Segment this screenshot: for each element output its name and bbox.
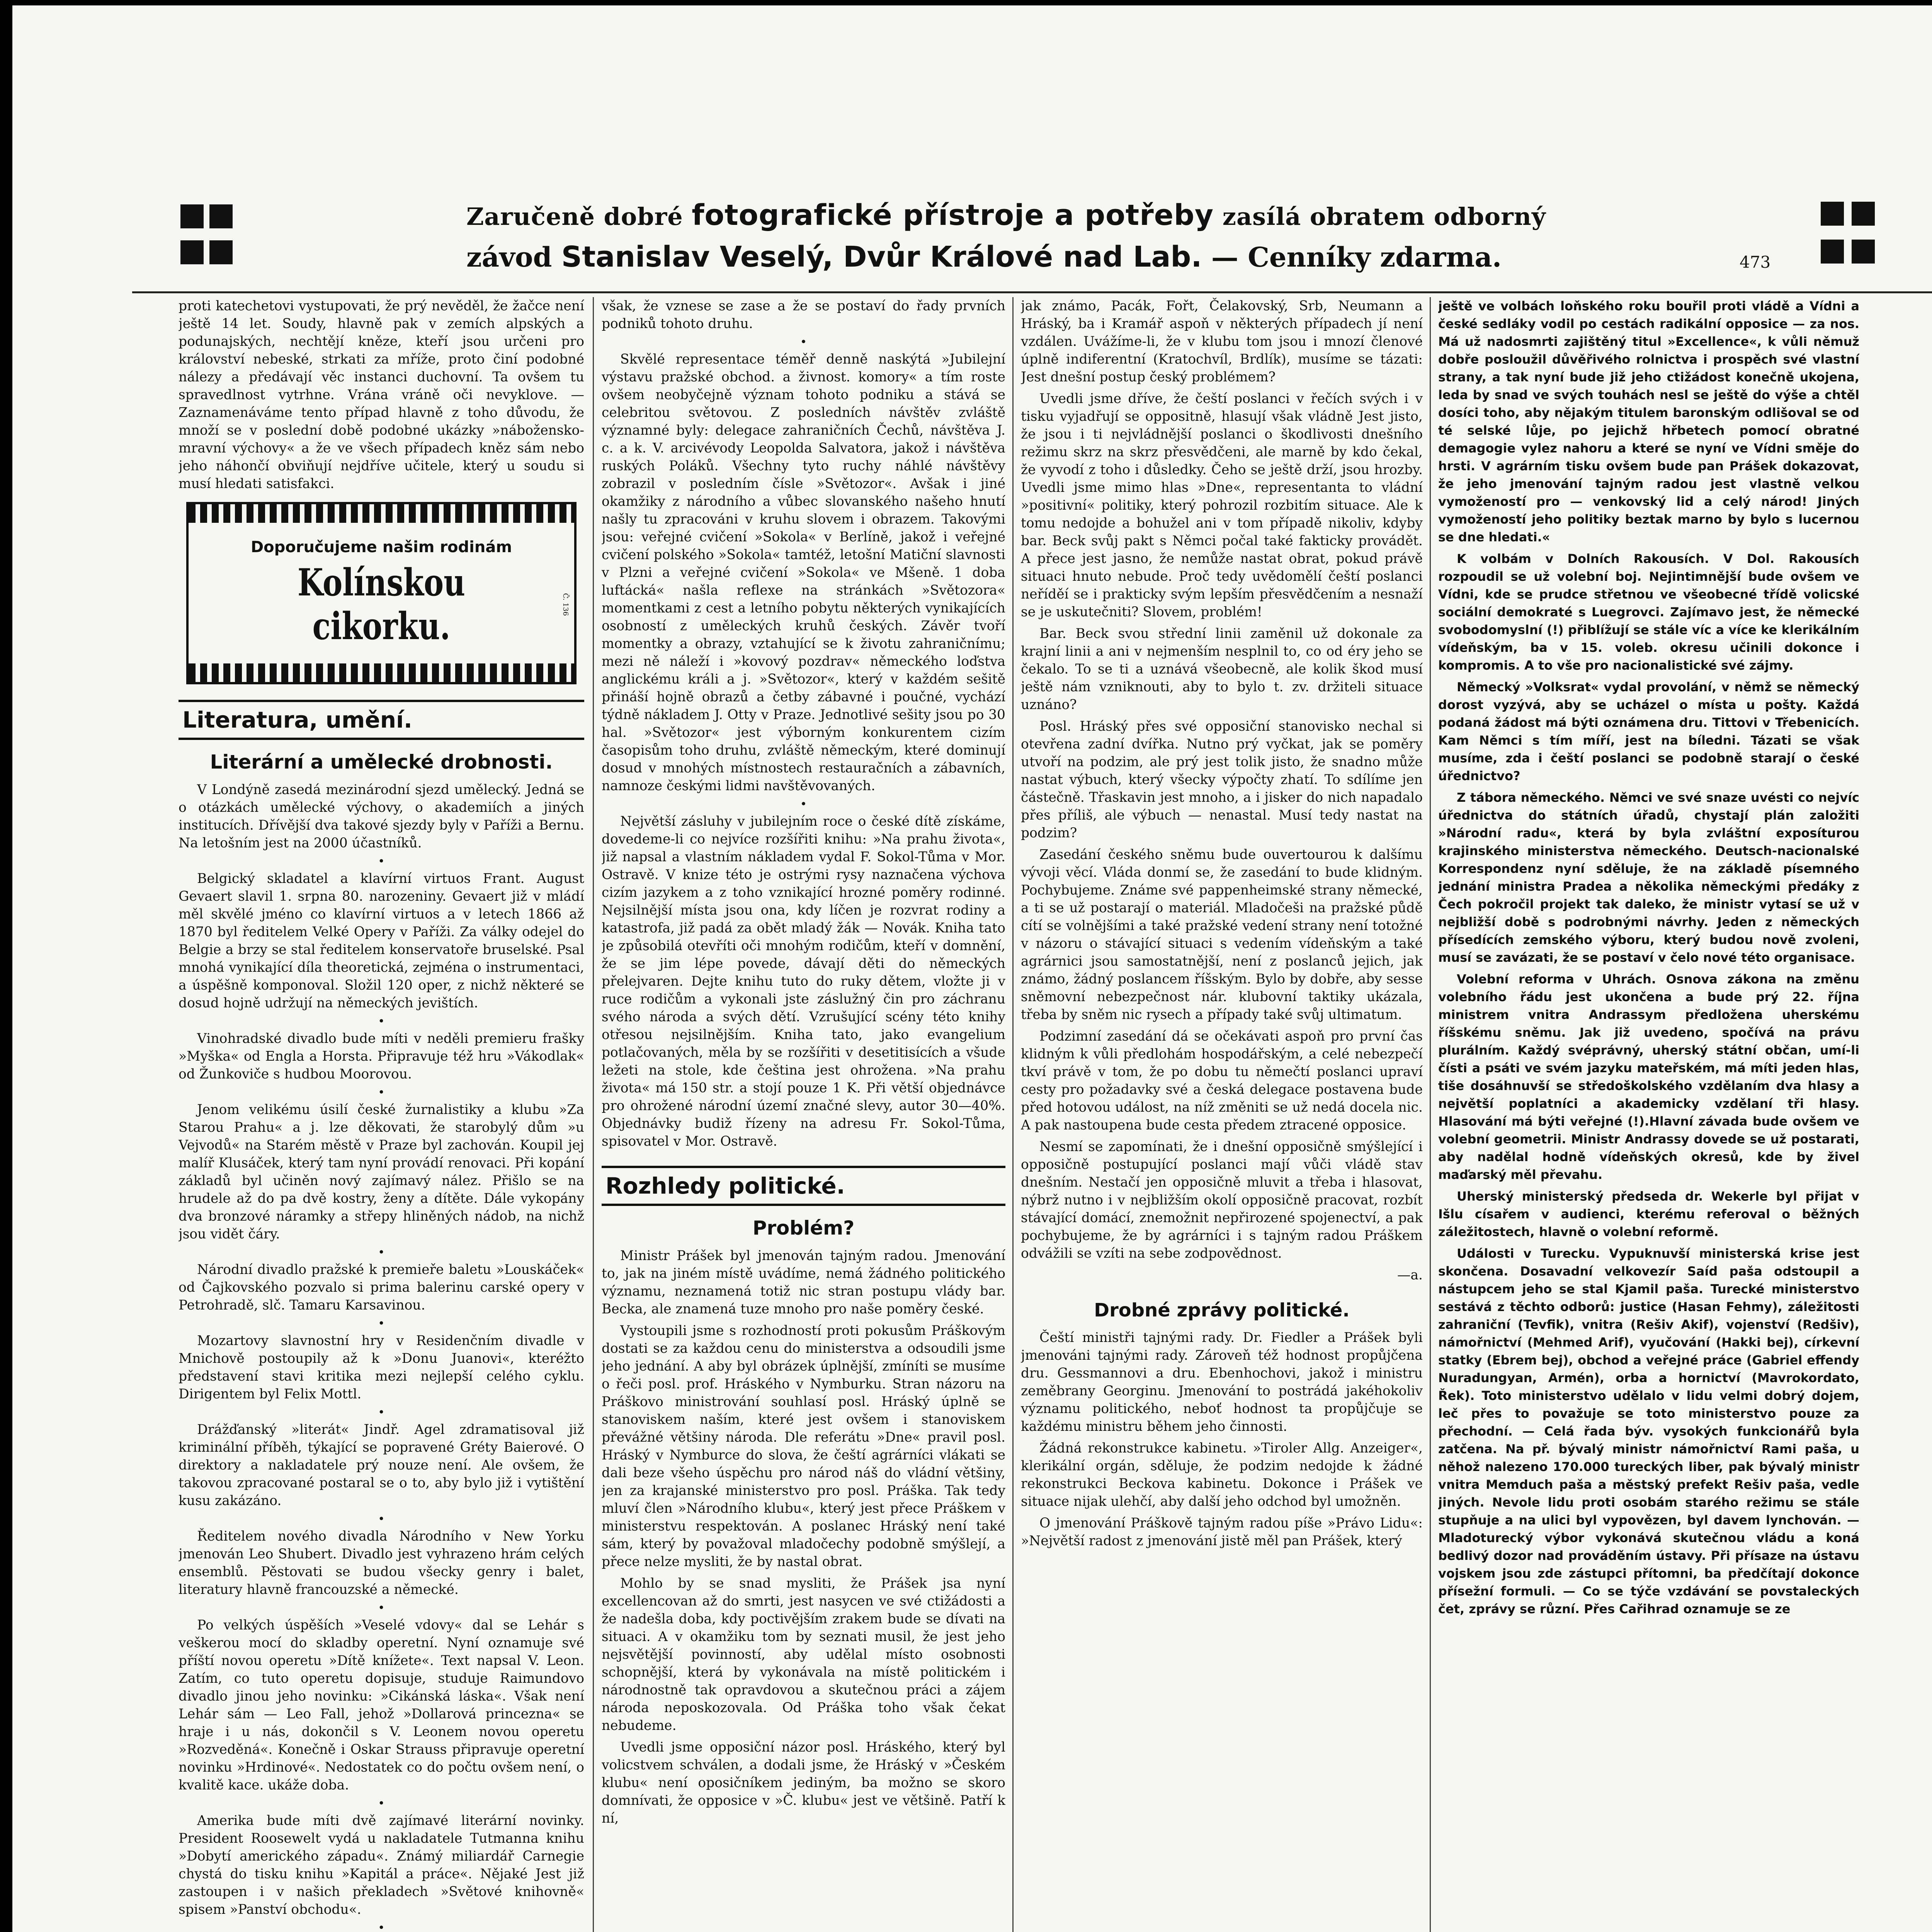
column-2 bbox=[602, 297, 1005, 1932]
col4-paragraph-6: Uherský ministerský předseda dr. Wekerle byl přijat v Išlu císařem v audienci, kterému referoval o běžných záležitostech, hlavně o volební reformě. bbox=[1438, 1189, 1859, 1239]
advertisement-box bbox=[186, 502, 577, 684]
article-title-drobne-zpravy: Drobné zprávy politické. bbox=[1094, 1299, 1350, 1321]
col1-paragraph-1: proti katechetovi vystupovati, že prý nevěděl, že žačce není ještě 14 let. Soudy, hlavně pak v zemích alpských a podunajských, nechtějí kněze, kteří jsou určeni pro království nebeské, strkati za mříže, proto činí podobné nálezy a předávají věc instanci duchovní. Ta ovšem tu spravedlnost vytrhne. Vrána vráně oči nevyklove. — Zaznamenáváme tento případ hlavně z toho důvodu, že množí se v poslední době podobné ukázky »nábožensko-mravní výchovy« a že ve všech případech kněz sám nebo jeho náhončí obviňují nejdříve učitele, který u soudu si musí hledati satisfakci. bbox=[179, 298, 584, 492]
col3-paragraph-1: jak známo, Pacák, Fořt, Čelakovský, Srb, Neumann a Hráský, ba i Kramář aspoň v některých případech jí není vzdálen. Uvážíme-li, že v klubu tom jsou i mnozí členové úplně indiferentní (Kratochvíl, Brdlík), musíme se tázati: Jest dnešní postup český problémem? bbox=[1021, 298, 1423, 385]
ad-border-strip-bottom bbox=[189, 663, 574, 682]
col3-paragraph-2: Uvedli jsme dříve, že čeští poslanci v řečích svých i v tisku vyjadřují se oppositně, hlasují však vládně Jest jisto, že jsou i ti nejvládnější poslanci o škodlivosti dnešního režimu skrz na skrz přesvědčeni, ale marně by kdo čekal, že vyvodí z toho i důsledky. Čeho se ještě drží, jsou hrozby. Uvedli jsme mimo hlas »Dne«, representanta to vládní »positivní« politiky, který pohrozil rozbitím situace. Ale k tomu nedojde a bohužel ani v tom případě nikoliv, kdyby bar. Beck svůj pakt s Němci počal také fakticky provádět. A přece jest jasno, že nemůže nastat obrat, pokud právě situaci hnuto nebude. Proč tedy uvědomělí čeští poslanci neříděí se i prakticky svým lepším přesvědčením a nesnaží se je uskutečniti? Slovem, problém! bbox=[1021, 391, 1423, 620]
separator-star: • bbox=[378, 1406, 385, 1419]
separator-star: • bbox=[378, 1015, 385, 1028]
col2-paragraph-4: Ministr Prášek byl jmenován tajným radou. Jmenování to, jak na jiném místě uvádíme, nemá žádného politického významu, neznamená totiž nic stran postupu vlády bar. Becka, ale znamená tuze mnoho pro naše poměry české. bbox=[602, 1248, 1005, 1317]
col4-paragraph-3: Německý »Volksrat« vydal provolání, v němž se německý dorost vyzývá, aby se ucházel o místa u pošty. Každá podaná žádost má býti oznámena dru. Tittovi v Třebenicích. Kam Němci s tím míří, jest na bíledni. Tázati se však musíme, zda i čeští poslanci se podobně starají o české úřednictvo? bbox=[1438, 680, 1859, 783]
ad-side-text: Č. 136 bbox=[561, 593, 570, 616]
col4-paragraph-7: Události v Turecku. Vypuknuvší ministerská krise jest skončena. Dosavadní velkovezír Saíd paša odstoupil a nástupcem jeho se stal Kjamil paša. Turecké ministerstvo sestává z těchto odborů: justice (Hasan Fehmy), záležitosti zahraniční (Tevfik), vnitra (Rešiv Akif), vojenství (Redšiv), námořnictví (Mehmed Arif), vyučování (Hakki bej), církevní statky (Ebrem bej), obchod a veřejné práce (Gabriel effendy Nuradungyan, Armén), orba a hornictví (Mavrokordato, Řek). Toto ministerstvo udělalo v lidu velmi dobrý dojem, leč přes to považuje se toto ministerstvo pouze za přechodní. — Celá řada býv. vysokých funkcionářů byla zatčena. Na př. bývalý ministr námořnictví Rami paša, u něhož nalezeno 170.000 tureckých liber, pak bývalý ministr vnitra Memduch paša a městský prefekt Rešiv paša, vedle jiných. Nevole lidu proti osobám starého režimu se stále stupňuje a na ulici byl vypovězen, byl davem lynchován. — Mladoturecký výbor vykonává skutečnou vládu a koná bedlivý dozor nad prováděním ústavy. Při přísaze na ústavu vojskem jsou zde zástupci přítomni, ba předčítají dokonce přísežní formuli. — Co se týče vzdávání se povstaleckých čet, zprávy se různí. Přes Cařihrad oznamuje se ze bbox=[1438, 1246, 1859, 1616]
col4-paragraph-2: K volbám v Dolních Rakousích. V Dol. Rakousích rozpoudil se už volební boj. Nejintimnější bude ovšem ve Vídni, kde se prudce střetnou ve všeobecné třídě volicské sociální demokraté s Luegrovci. Zajímavo jest, že německé svobodomyslní (!) přiblížují se stále víc a více ke klerikálním vídeňským, ba v 15. voleb. okresu učinili dokonce i kompromis. A to vše pro nacionalistické své zájmy. bbox=[1438, 551, 1859, 673]
separator-star: • bbox=[378, 1086, 385, 1099]
page-number: 473 bbox=[1740, 253, 1771, 272]
separator-star: • bbox=[378, 855, 385, 868]
col2-paragraph-6: Mohlo by se snad mysliti, že Prášek jsa nyní excellencovan až do smrti, jest nasycen ve své ctižádosti a že nadešla doba, kdy poctivějším zrakem bude se dívati na situaci. A v okamžiku tom by seznati musil, že jest jeho nejsvětější povinností, aby udělal místo osobnosti schopnější, která by vykonávala na místě politickém i národnostně tak opravdovou a skutečnou práci a zájem národa neposkozovala. Od Práška toho však čekat nebudeme. bbox=[602, 1576, 1005, 1733]
separator-star: • bbox=[378, 1512, 385, 1526]
separator-star: • bbox=[378, 1317, 385, 1330]
header-line1-b: fotografické přístroje a potřeby bbox=[692, 199, 1214, 232]
col1-paragraph-6: Národní divadlo pražské k premieře baletu »Louskáček« od Čajkovského pozvalo si prima balerinu carské opery v Petrohradě, slč. Tamaru Karsavinou. bbox=[179, 1262, 584, 1313]
column-3 bbox=[1021, 297, 1423, 1932]
col1-paragraph-10: Po velkých úspěších »Veselé vdovy« dal se Lehár s veškerou mocí do skladby operetní. Nyní oznamuje své příští novou operetu »Dítě knížete«. Text napsal V. Leon. Zatím, co tuto operetu dopisuje, studuje Raimundovo divadlo jinou jeho novinku: »Cikánská láska«. Však není Lehár sám — Leo Fall, jehož »Dollarová princezna« se hraje i u nás, dokončil s V. Leonem novou operetu »Rozveděná«. Konečně i Oskar Strauss připravuje operetní novinku »Hrdinové«. Nedostatek co do počtu ovšem není, o kvalitě kace. ukáže doba. bbox=[179, 1617, 584, 1793]
col1-paragraph-3: Belgický skladatel a klavírní virtuos Frant. August Gevaert slavil 1. srpna 80. narozeniny. Gevaert již v mládí měl skvělé jméno co klavírní virtuos a v letech 1866 až 1870 byl ředitelem Velké Opery v Paříži. Za války odejel do Belgie a brzy se stal ředitelem konservatoře bruselské. Psal mnohá vynikající díla theoretická, zejména o instrumentaci, a úspěšně komponoval. Složil 120 oper, z nichž některé se dosud hojně udržují na německých jevištích. bbox=[179, 871, 584, 1011]
subheading-literarni-drobnosti: Literární a umělecké drobnosti. bbox=[210, 751, 553, 773]
col1-paragraph-2: V Londýně zasedá mezinárodní sjezd umělecký. Jedná se o otázkách umělecké výchovy, o akademiích a jiných institucích. Dřívější dva takové sjezdy byly v Paříži a Bernu. Na letošním jest na 2000 účastníků. bbox=[179, 782, 584, 851]
header-block-left-bottom-2 bbox=[209, 240, 233, 264]
header-line2-b: Stanislav Veselý, Dvůr Králové nad Lab. bbox=[561, 240, 1202, 274]
header-block-right-bottom-1 bbox=[1821, 240, 1844, 264]
newspaper-page bbox=[12, 5, 1932, 1932]
header-rule bbox=[132, 291, 1932, 293]
header-block-right-bottom-2 bbox=[1852, 240, 1875, 264]
separator-star: • bbox=[378, 1797, 385, 1810]
header-line-1 bbox=[466, 199, 1546, 232]
col2-paragraph-7: Uvedli jsme opposiční názor posl. Hráského, který byl volicstvem schválen, a dodali jsme, že Hráský v »Českém klubu« není oposičníkem jediným, ba možno se skoro domnívati, že opposice v »Č. klubu« jest ve většině. Patří k ní, bbox=[602, 1740, 1005, 1826]
col3-paragraph-7: Nesmí se zapomínati, že i dnešní opposičně smýšlející i opposičně postupující poslanci mají vůči vládě stav dnešním. Nestačí jen opposičně mluvit a třeba i hlasovat, nýbrž nutno i v nejbližším okolí opposičně pracovat, rozbít stávající domácí, znemožnit nepřirozené spojenectví, a pak pochybujeme, že by agrárníci i s tajným radou Práškem odvážili se vzíti na sebe zodpovědnost. bbox=[1021, 1139, 1423, 1261]
header-block-left-top-2 bbox=[209, 204, 233, 228]
article-title-problem: Problém? bbox=[752, 1217, 855, 1239]
header-line2-c: — Cenníky zdarma. bbox=[1211, 241, 1502, 273]
header-line1-c: zasílá obratem odborný bbox=[1222, 202, 1546, 231]
col1-paragraph-4: Vinohradské divadlo bude míti v neděli premieru frašky »Myška« od Engla a Horsta. Připravuje též hru »Vákodlak« od Žunkoviče s hudbou Moorovou. bbox=[179, 1031, 584, 1082]
column-rule-1 bbox=[593, 297, 594, 1932]
col3-signature: —a. bbox=[1397, 1267, 1423, 1283]
ad-border-strip-top bbox=[189, 504, 574, 523]
separator-star: • bbox=[378, 1246, 385, 1259]
col1-paragraph-9: Ředitelem nového divadla Národního v New Yorku jmenován Leo Shubert. Divadlo jest vyhrazeno hrám celých ensemblů. Pěstovati se budou všecky genry i balet, literatury hlavně francouzské a německé. bbox=[179, 1529, 584, 1597]
col3-paragraph-5: Zasedání českého sněmu bude ouvertourou k dalšímu vývoji věcí. Vláda donmí se, že zasedání to bude klidným. Pochybujeme. Známe své pappenheimské strany německé, a ti se už postarají o materiál. Mladočeši na pražské půdě cítí se volnějšími a také pražské vedení strany není totožné v názoru o stávající situaci s vedením vídeňským a také agrárnici jsou samostatnější, není z poslanců jejich, jak známo, žádný poslancem říšským. Bylo by dobře, aby sesse sněmovní nebezpečnost nár. klubovní taktiky ukázala, třeba by sněm nic rysech a případy také svůj ultimatum. bbox=[1021, 847, 1423, 1022]
col3-paragraph-6: Podzimní zasedání dá se očekávati aspoň pro první čas klidným k vůli předlohám hospodářským, a celé nebezpečí tkví právě v tom, že po dobu tu němečtí poslanci upraví cesty pro požadavky své a česká delegace postavena bude před hotovou událost, na níž změniti se už nedá docela nic. A pak nastoupena bude cesta předem ztracené opposice. bbox=[1021, 1029, 1423, 1133]
header-block-left-top-1 bbox=[180, 204, 204, 228]
col2-paragraph-1: však, že vznese se zase a že se postaví do řady prvních podniků tohoto druhu. bbox=[602, 298, 1005, 332]
col4-paragraph-5: Volební reforma v Uhrách. Osnova zákona na změnu volebního řádu jest ukončena a bude prý 22. října ministrem vnitra Andrassym předložena uherskému říšskému sněmu. Jak již uvedeno, spočívá na právu plurálním. Každý svéprávný, uherský státní občan, umí-li čísti a psáti ve svém jazyku mateřském, má míti jeden hlas, tiše dosáhnuvší se středoškolského vzdělaním dva hlasy a největší poplatníci a akademicky vzdělaní tři hlasy. Hlasování má býti veřejné (!).Hlavní závada bude ovšem ve volební geometrii. Ministr Andrassy dovede se už postarati, aby nadělal hodně vídeňských okresů, kde by živel maďarský měl převahu. bbox=[1438, 972, 1859, 1182]
col3-paragraph-3: Bar. Beck svou střední linii zaměnil už dokonale za krajní linii a ani v nejmenším nesplnil to, co od éry jeho se čekalo. To se ti a uznává všeobecně, ale kolik škod musí ještě nám vzniknouti, aby to bylo t. zv. držiteli situace uznáno? bbox=[1021, 626, 1423, 713]
col3-paragraph-8: Čeští ministři tajnými rady. Dr. Fiedler a Prášek byli jmenováni tajnými rady. Zároveň též hodnost propůjčena dru. Gessmannovi a dru. Ebenhochovi, jakož i ministru zeměbrany Georginu. Jmenování to postrádá jakéhokoliv významu politického, neboť hodnost ta propůjčuje se každému ministru během jeho činnosti. bbox=[1021, 1330, 1423, 1434]
header-line1-a: Zaručeně dobré bbox=[466, 202, 683, 231]
col1-paragraph-7: Mozartovy slavnostní hry v Residenčním divadle v Mnichově postoupily až k »Donu Juanovi«, kteréžto představení stavi kritika mezi nejlepší celého cyklu. Dirigentem byl Felix Mottl. bbox=[179, 1333, 584, 1402]
column-1 bbox=[179, 297, 584, 1932]
ad-line-1: Doporučujeme našim rodinám bbox=[250, 538, 512, 556]
col3-paragraph-4: Posl. Hráský přes své opposiční stanovisko nechal si otevřena zadní dvířka. Nutno prý vyčkat, jak se poměry utvoří na podzim, ale prý jest tolik jisto, že snadno může nastat výbuch, který všecky výpočty zhatí. To sdílíme jen částečně. Třaskavin jest mnoho, a i jisker do nich napadalo přes příliš, ale výbuch — nenastal. Musí tedy nastat na podzim? bbox=[1021, 719, 1423, 841]
column-rule-3 bbox=[1430, 297, 1431, 1932]
col3-paragraph-9: Žádná rekonstrukce kabinetu. »Tiroler Allg. Anzeiger«, klerikální orgán, sděluje, že podzim nedojde k žádné rekonstrukci Beckova kabinetu. Dokonce i Prášek ve situace nijak ulehčí, aby další jeho odchod byl umožněn. bbox=[1021, 1440, 1423, 1509]
col2-paragraph-5: Vystoupili jsme s rozhodností proti pokusům Práškovým dostati se za každou cenu do ministerstva a odsoudili jsme jeho jednání. A aby byl obrázek úplnější, zmíníti se musíme o řeči posl. prof. Hráského v Nymburku. Stran názoru na Práškovo ministrování souhlasí posl. Hráský úplně se stanoviskem naším, které jest ovšem i stanoviskem převážné většiny národa. Dle referátu »Dne« pravil posl. Hráský v Nymburce do slova, že čeští agrárníci vlákati se dali beze všeho úspěchu pro národ náš do vládní většiny, jen za krajanské ministerstvo pro posl. Práška. Tak tedy mluví člen »Národního klubu«, který jest přece Práškem v ministerstvu respektován. A poslanec Hráský není také sám, který by považoval mladočechy podobně smýšlejí, a přece nelze mysliti, že by nastal obrat. bbox=[602, 1323, 1005, 1570]
col1-paragraph-11: Amerika bude míti dvě zajímavé literární novinky. President Roosewelt vydá u nakladatele Tutmanna knihu »Dobytí amerického západu«. Známý miliardář Carnegie chystá do tisku knihu »Kapitál a práce«. Nějaké Jest již zastoupen i v našich překladech »Světové knihovně« spisem »Panství obchodu«. bbox=[179, 1813, 584, 1917]
header-line2-a: závod bbox=[466, 241, 552, 273]
col1-paragraph-5: Jenom velikému úsilí české žurnalistiky a klubu »Za Starou Prahu« a j. lze děkovati, že starobylý dům »u Vejvodů« na Starém městě v Praze byl zachován. Koupil jej malíř Klusáček, který tam nyní provádí renovaci. Při kopání základů byl učiněn nový zajímavý nález. Přišlo se na hrudele až do pa dvě kostry, ženy a dítěte. Dále vykopány dva bronzové náramky a střepy hliněných nádob, na nichž jsou vidět čáry. bbox=[179, 1102, 584, 1242]
column-rule-2 bbox=[1012, 297, 1014, 1932]
column-4 bbox=[1438, 297, 1859, 1932]
section-heading-literatura: Literatura, umění. bbox=[179, 700, 584, 740]
col3-paragraph-10: O jmenování Práškově tajným radou píše »Právo Lidu«: »Největší radost z jmenování jistě měl pan Prášek, který bbox=[1021, 1515, 1423, 1549]
section-heading-rozhledy: Rozhledy politické. bbox=[602, 1166, 1005, 1206]
col4-paragraph-1: ještě ve volbách loňského roku bouřil proti vládě a Vídni a české sedláky vodil po cestách radikální opposice — za nos. Má už nadosmrti zajištěný titul »Excellence«, k vůli němuž dobře posloužil důvěřivého rolnictva i prospěch své vlastní strany, a tak nyní bude již jeho ctižádost konečně ukojena, leda by snad ve svých touhách nesl se ještě do výše a chtěl dosíci toho, aby nějakým titulem baronským odlišoval se od té selské lůje, po jejichž hřbetech pomocí obratné demagogie vylez nahoru a které se nyní ve Vídni směje do hrsti. V agrárním tisku ovšem bude pan Prášek dokazovat, že jeho jmenování tajným radou jest vlastně velkou vymožeností pro — venkovský lid a celý národ! Jiných vymožeností jeho politiky beztak marno by bylo s lucernou se dne hledati.« bbox=[1438, 299, 1859, 544]
separator-star: • bbox=[378, 1921, 385, 1932]
separator-star: • bbox=[800, 798, 807, 811]
col4-paragraph-4: Z tábora německého. Němci ve své snaze uvésti co nejvíc úřednictva do státních úřadů, chystají plán založiti »Národní radu«, která by byla zvláštní exposíturou krajinského ministerstva německého. Deutsch-nacionalské Korrespondenz nyní sděluje, že na základě písemného jednání ministra Pradea a několika německými předáky z Čech pokročil projekt tak daleko, že ministr vytasí se už v nejbližší době s podrobnými návrhy. Jeden z německých přísedících zemského výboru, který budou nově zvoleni, musí se zavázati, že se postaví v čelo nové této organisace. bbox=[1438, 790, 1859, 965]
col1-paragraph-8: Drážďanský »literát« Jindř. Agel zdramatisoval již kriminální příběh, týkající se popravené Gréty Baierové. O direktory a nakladatele prý nouze není. Ale ovšem, že takovou zpracované postaral se o to, aby bylo již i vytištění kusu zakázáno. bbox=[179, 1422, 584, 1509]
col2-paragraph-2: Skvělé representace téměř denně naskýtá »Jubilejní výstavu pražské obchod. a živnost. komory« a tím roste ovšem neobyčejně význam tohoto podniku a stává se celebritou světovou. Z posledních návštěv zvláště významné byly: delegace zahraničních Čechů, návštěva J. c. a k. V. arcivévody Leopolda Salvatora, jakož i návštěva ruských Poláků. Všechny tyto ruchy náhlé návštěvy zobrazil v posledním čísle »Světozor«. Avšak i jiné okamžiky z národního a vůbec slovanského našeho hnutí našly tu zpracováni v kruhu slovem i obrazem. Takovými jsou: veřejné cvičení »Sokola« v Berlíně, jakož i veřejné cvičení polského »Sokola« tamtéž, letošní Matiční slavnosti v Plzni a veřejné cvičení »Sokola« ve Mšeně. 1 doba luftácká« našla reflexe na stránkách »Světozora« momentkami z cest a letního pobytu některých vynikajících osobností z uměleckých kruhů českých. Závěr tvoří momentky a obrazy, vztahující se k životu zahraničnímu; mezi ně náleží i »kovový pozdrav« německého loďstva anglickému králi a j. »Světozor«, který v každém sešitě přináší hojně obrazů a četby zábavné i poučné, vychází týdně nákladem J. Otty v Praze. Jednotlivé sešity jsou po 30 hal. »Světozor« jest výborným konkurentem cizím časopisům toho druhu, zvláště německým, které dominují dosud v mnohých místnostech restauračních a zábavních, namnoze českými lidmi navštěvovaných. bbox=[602, 352, 1005, 794]
ad-line-2: Kolínskou cikorku. bbox=[298, 561, 465, 648]
separator-star: • bbox=[378, 1601, 385, 1615]
header-block-right-top-2 bbox=[1852, 202, 1875, 226]
col2-paragraph-3: Největší zásluhy v jubilejním roce o české dítě získáme, dovedeme-li co nejvíce rozšířiti knihu: »Na prahu života«, již napsal a vlastním nákladem vydal F. Sokol-Tůma v Mor. Ostravě. V knize této je ostrými rysy naznačena výchova cizím jazykem a z toho vznikající hrozné poměry rodinné. Nejsilnější místa jsou ona, kdy líčen je rozvrat rodiny a katastrofa, již padá za obět mladý žák — Novák. Kniha tato je způsobilá otevříti oči mnohým rodičům, kteří v domnění, že se jim lépe povede, dávají děti do německých přelejvaren. Dejte knihu tuto do ruky dětem, vložte ji v ruce rodičům a vykonali jste záslužný čin pro záchranu svého národa a svých dětí. Vzrušující scény této knihy otřesou nejsilnějším. Kniha tato, jako evangelium potlačovaných, měla by se rozšířiti v desetitisících a všude ležeti na stole, kde čeština jest ohrožena. »Na prahu života« má 150 str. a stojí pouze 1 K. Při větší objednávce pro ohrožené národní území značné slevy, autor 30—40%. Objednávky budiž řízeny na adresu Fr. Sokol-Tůma, spisovatel v Mor. Ostravě. bbox=[602, 814, 1005, 1149]
separator-star: • bbox=[800, 335, 807, 349]
header-block-left-bottom-1 bbox=[180, 240, 204, 264]
header-block-right-top-1 bbox=[1821, 202, 1844, 226]
header-line-2 bbox=[466, 240, 1502, 274]
